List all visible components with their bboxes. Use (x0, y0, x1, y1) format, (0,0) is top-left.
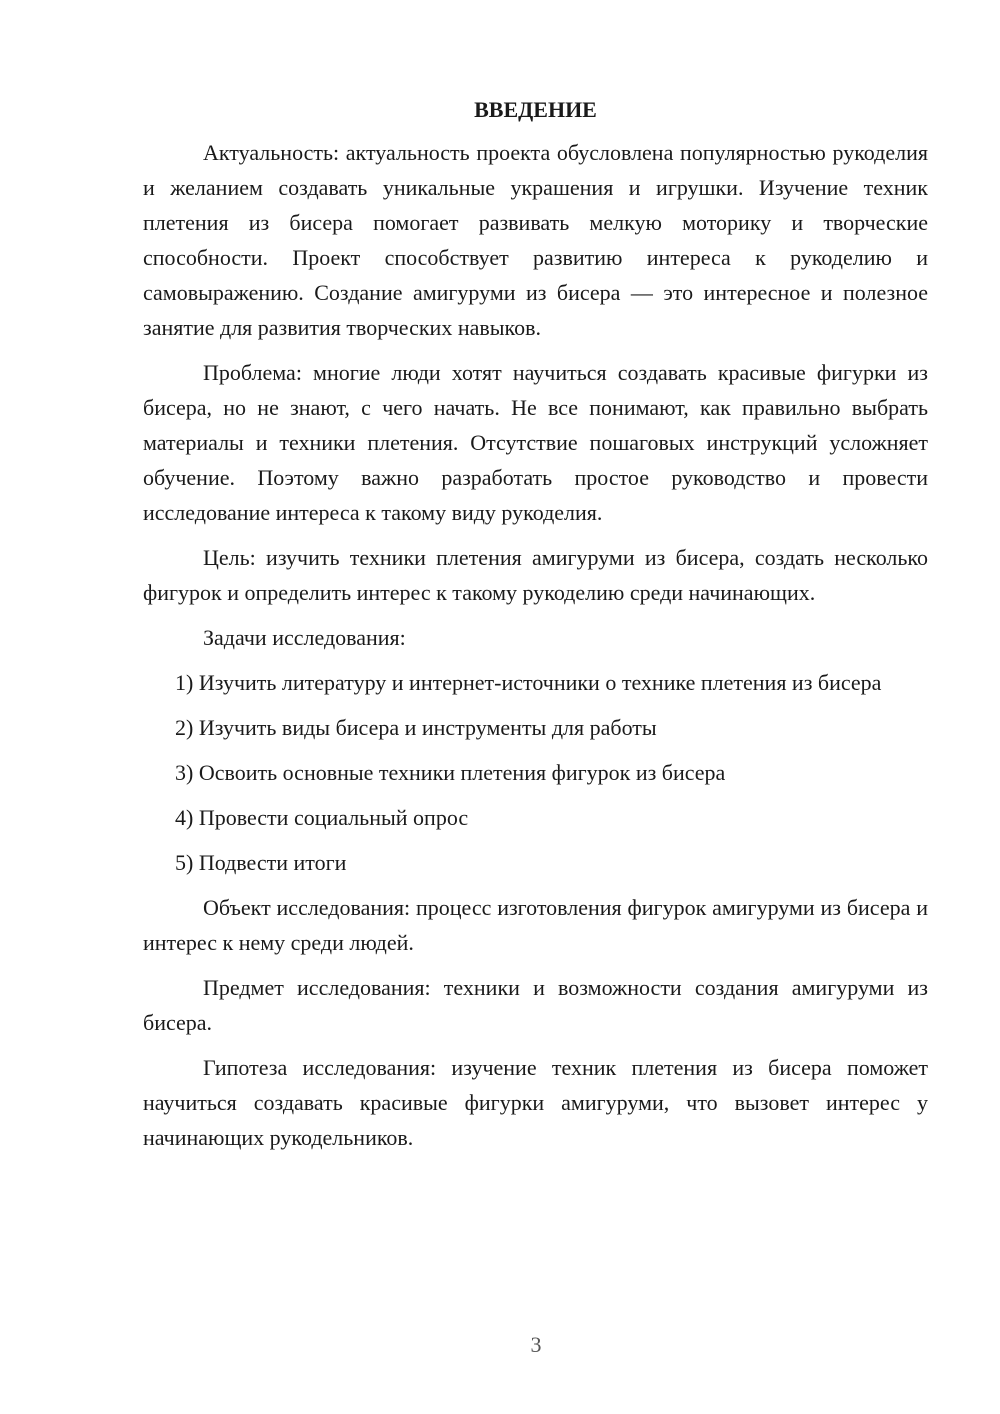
list-item: 1) Изучить литературу и интернет-источники о технике плетения из бисера (175, 670, 882, 695)
object-paragraph: Объект исследования: процесс изготовления фигурок амигуруми из бисера и интерес к нему среди людей. (143, 895, 928, 955)
goal-paragraph: Цель: изучить техники плетения амигуруми из бисера, создать несколько фигурок и определить интерес к такому рукоделию среди начинающих. (143, 545, 928, 605)
tasks-list (143, 665, 928, 880)
page-title: ВВЕДЕНИЕ (474, 97, 597, 122)
list-item: 5) Подвести итоги (175, 850, 347, 875)
list-item: 4) Провести социальный опрос (175, 805, 469, 830)
list-item: 3) Освоить основные техники плетения фигурок из бисера (175, 760, 726, 785)
tasks-heading: Задачи исследования: (203, 625, 406, 650)
page-number: 3 (530, 1332, 542, 1357)
relevance-paragraph: Актуальность: актуальность проекта обусловлена популярностью рукоделия и желанием создавать уникальные украшения и игрушки. Изучение техник плетения из бисера помогает развивать мелкую моторику и творческие способности. Проект способствует развитию интереса к рукоделию и самовыражению. Создание амигуруми из бисера — это интересное и полезное занятие для развития творческих навыков. (143, 140, 928, 340)
problem-paragraph: Проблема: многие люди хотят научиться создавать красивые фигурки из бисера, но не знают, с чего начать. Не все понимают, как правильно выбрать материалы и техники плетения. Отсутствие пошаговых инструкций усложняет обучение. Поэтому важно разработать простое руководство и провести исследование интереса к такому виду рукоделия. (143, 360, 928, 525)
list-item: 2) Изучить виды бисера и инструменты для работы (175, 715, 657, 740)
subject-paragraph: Предмет исследования: техники и возможности создания амигуруми из бисера. (143, 975, 928, 1035)
hypothesis-paragraph: Гипотеза исследования: изучение техник плетения из бисера поможет научиться создавать красивые фигурки амигуруми, что вызовет интерес у начинающих рукодельников. (143, 1055, 928, 1150)
page-content (143, 92, 928, 1165)
